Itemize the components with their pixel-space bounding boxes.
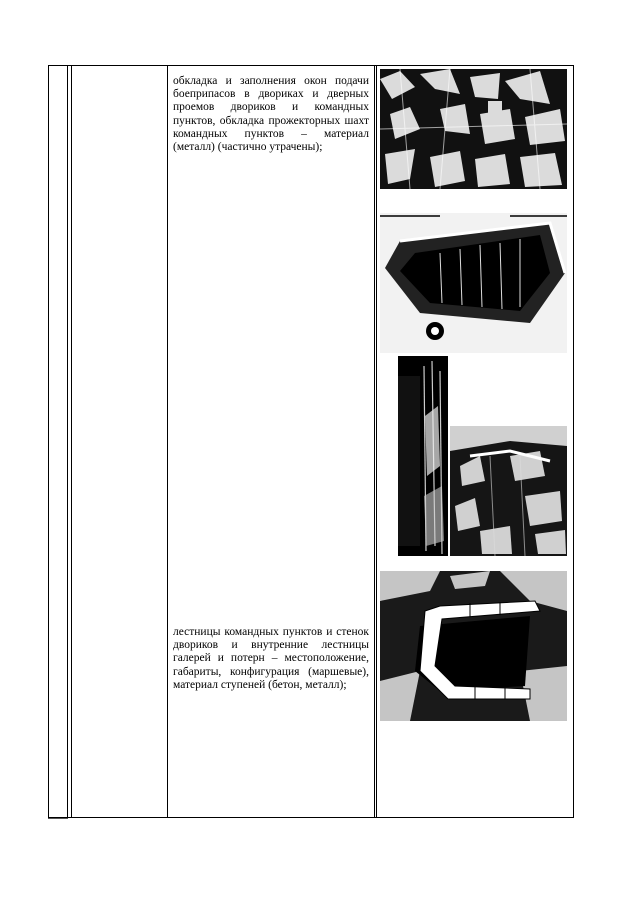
photo-square-pit (380, 213, 567, 353)
description-text-1: обкладка и заполнения окон подачи боеприпасов в двориках и дверных проемов двориков и командных пунктов, обкладка прожекторных шахт командных пунктов – материал (металл) (частично утрачены); (173, 75, 369, 154)
column-divider-2 (71, 66, 72, 817)
photo-command-post-stairs (380, 571, 567, 721)
cell-description-2 (173, 626, 369, 692)
column-divider-1 (67, 66, 68, 817)
photo-command-post-wall (380, 356, 448, 556)
column-divider-5 (376, 66, 377, 817)
footer-mark (48, 818, 68, 819)
cell-description-1 (173, 75, 369, 154)
column-divider-4 (374, 66, 375, 817)
column-divider-3 (167, 66, 168, 817)
protected-elements-table (48, 65, 574, 818)
description-text-2: лестницы командных пунктов и стенок двориков и внутренние лестницы галерей и потерн – местоположение, габариты, конфигурация (маршевые), материал ступеней (бетон, металл); (173, 626, 369, 691)
photo-overgrown-courtyard (450, 426, 567, 556)
photo-overgrown-window (380, 69, 567, 189)
